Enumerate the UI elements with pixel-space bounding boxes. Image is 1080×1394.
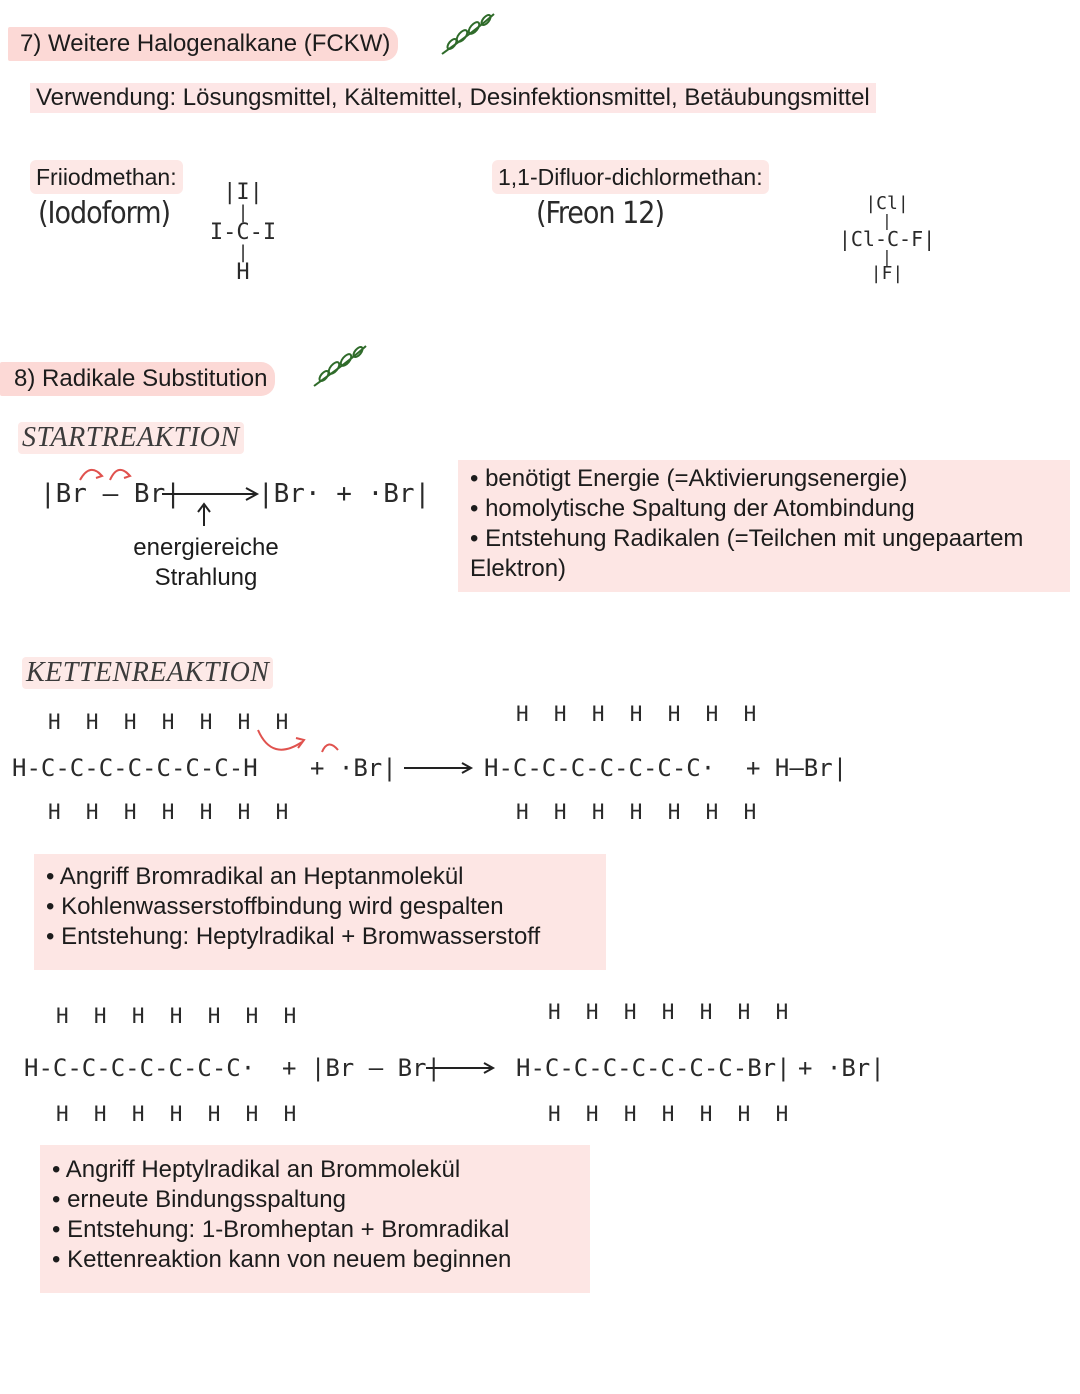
step1-product-bottom: H H H H H H H <box>516 800 757 824</box>
start-note: • benötigt Energie (=Aktivierungsenergie) <box>470 464 1058 494</box>
step2-reagent: + |Br — Br| <box>282 1054 441 1082</box>
section8-heading: 8) Radikale Substitution <box>0 362 275 396</box>
compound2-alias: (Freon 12) <box>536 196 664 231</box>
step1-reactant-mid: H-C-C-C-C-C-C-C-H <box>12 754 258 782</box>
compound1-alias: (Iodoform) <box>38 196 171 231</box>
start-note: • Entstehung Radikalen (=Teilchen mit ungepaartem Elektron) <box>470 524 1058 584</box>
compound2-middle: |Cl-C-F| <box>838 227 936 251</box>
step2-product-mid: H-C-C-C-C-C-C-C-Br| <box>516 1054 791 1082</box>
compound1-bottom: H <box>236 260 250 285</box>
compound1-middle: I-C-I <box>209 220 277 245</box>
reaction-arrow <box>402 758 474 778</box>
compound1-top: |I| <box>223 180 263 205</box>
step2-note: • erneute Bindungsspaltung <box>52 1185 578 1215</box>
step2-byproduct: + ·Br| <box>798 1054 885 1082</box>
step1-reactant-bottom: H H H H H H H <box>48 800 289 824</box>
step1-reagent: + ·Br| <box>310 754 397 782</box>
step2-note: • Entstehung: 1-Bromheptan + Bromradikal <box>52 1215 578 1245</box>
compound2-structure: |Cl| | |Cl-C-F| | |F| <box>822 194 952 284</box>
compound2-top: |Cl| <box>865 193 909 214</box>
step1-reactant-top: H H H H H H H <box>48 710 289 734</box>
step2-reactant-top: H H H H H H H <box>56 1004 297 1028</box>
compound1-structure: |I| | I-C-I | H <box>188 182 298 284</box>
chain-title: KETTENREAKTION <box>22 657 273 689</box>
leaf-icon <box>310 340 372 392</box>
step1-notes <box>34 854 606 970</box>
start-title: STARTREAKTION <box>18 422 244 454</box>
step2-reactant-bottom: H H H H H H H <box>56 1102 297 1126</box>
start-notes <box>458 460 1070 592</box>
leaf-icon <box>438 8 500 60</box>
start-product: |Br· + ·Br| <box>258 479 431 509</box>
step2-reactant-mid: H-C-C-C-C-C-C-C· <box>24 1054 256 1082</box>
usage-line: Verwendung: Lösungsmittel, Kältemittel, Desinfektionsmittel, Betäubungsmittel <box>30 83 876 113</box>
step1-product-mid: H-C-C-C-C-C-C-C· <box>484 754 716 782</box>
reaction-arrow <box>160 480 260 530</box>
step1-note: • Angriff Bromradikal an Heptanmolekül <box>46 862 594 892</box>
step2-product-bottom: H H H H H H H <box>548 1102 789 1126</box>
step1-note: • Kohlenwasserstoffbindung wird gespalten <box>46 892 594 922</box>
step1-note: • Entstehung: Heptylradikal + Bromwasserstoff <box>46 922 594 952</box>
step2-notes <box>40 1145 590 1293</box>
compound2-name: 1,1-Difluor-dichlormethan: <box>492 160 769 194</box>
start-note: • homolytische Spaltung der Atombindung <box>470 494 1058 524</box>
section7-heading: 7) Weitere Halogenalkane (FCKW) <box>8 27 398 61</box>
step1-byproduct: + H—Br| <box>746 754 848 782</box>
step2-product-top: H H H H H H H <box>548 1000 789 1024</box>
step2-note: • Angriff Heptylradikal an Brommolekül <box>52 1155 578 1185</box>
compound2-bottom: |F| <box>870 263 904 284</box>
step2-note: • Kettenreaktion kann von neuem beginnen <box>52 1245 578 1275</box>
start-arrow-label: energiereiche Strahlung <box>133 534 279 591</box>
compound1-name: Friiodmethan: <box>30 160 183 194</box>
electron-shift-arrows <box>70 458 140 484</box>
start-reactant: |Br — Br| <box>40 479 181 509</box>
step1-product-top: H H H H H H H <box>516 702 757 726</box>
reaction-arrow <box>424 1058 496 1078</box>
